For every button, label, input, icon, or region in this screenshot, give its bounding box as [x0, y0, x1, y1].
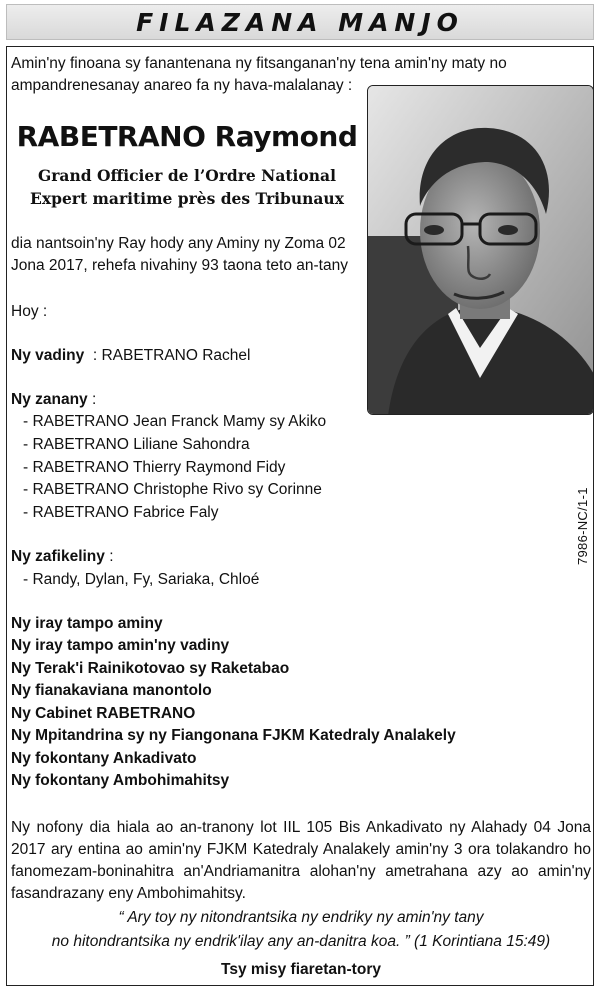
family-line: Ny fokontany Ambohimahitsy	[11, 772, 230, 789]
child-item: - RABETRANO Jean Franck Mamy sy Akiko	[23, 413, 327, 430]
header-banner	[6, 4, 594, 40]
closing-remark: Tsy misy fiaretan-tory	[221, 961, 381, 978]
children-colon: :	[87, 391, 97, 408]
grandchildren-label: Ny zafikeliny	[11, 548, 105, 565]
family-line: Ny fokontany Ankadivato	[11, 750, 197, 767]
portrait-photo	[367, 85, 594, 415]
child-item: - RABETRANO Fabrice Faly	[23, 504, 219, 521]
family-line: Ny iray tampo aminy	[11, 615, 163, 632]
grandchildren-heading	[11, 546, 114, 568]
reference-code: 7986-NC/1-1	[575, 487, 590, 565]
death-notice: dia nantsoin'ny Ray hody any Aminy ny Zoma 02 Jona 2017, rehefa nivahiny 93 taona teto an-tany	[11, 235, 348, 274]
notice-frame	[6, 46, 594, 986]
spouse-label: Ny vadiny	[11, 347, 85, 364]
honor-title: Grand Officier de l’Ordre National	[38, 166, 336, 185]
grandchild-item: - Randy, Dylan, Fy, Sariaka, Chloé	[23, 571, 260, 588]
family-line: Ny iray tampo amin'ny vadiny	[11, 637, 230, 654]
family-line: Ny fianakaviana manontolo	[11, 682, 212, 699]
funeral-details: Ny nofony dia hiala ao an-tranony lot IIL 105 Bis Ankadivato ny Alahady 04 Jona 2017 ary entina ao amin'ny FJKM Katedraly Analakely amin'ny 3 ora tolakandro ho fanomezam-boninahitra an'Andriamanitra alohan'ny ametrahana azy ao amin'ny fasandrazany eny Ambohimahitsy.	[11, 819, 591, 902]
deceased-name: RABETRANO Raymond	[16, 120, 358, 153]
bible-quote-line2: no hitondrantsika ny endrik'ilay any an-danitra koa. ” (1 Korintiana 15:49)	[51, 933, 551, 950]
child-item: - RABETRANO Thierry Raymond Fidy	[23, 459, 286, 476]
portrait-illustration	[368, 86, 594, 415]
banner-title: FILAZANA MANJO	[136, 7, 464, 37]
grandchildren-colon: :	[104, 548, 114, 565]
spouse-name: : RABETRANO Rachel	[92, 347, 251, 364]
children-heading	[11, 389, 96, 411]
spouse-line	[11, 345, 251, 367]
bible-quote-line1: “ Ary toy ny nitondrantsika ny endriky ny amin'ny tany	[118, 909, 484, 926]
hoy-label: Hoy :	[11, 303, 48, 320]
family-line: Ny Terak'i Rainikotovao sy Raketabao	[11, 660, 290, 677]
family-line: Ny Mpitandrina sy ny Fiangonana FJKM Katedraly Analakely	[11, 727, 456, 744]
profession-title: Expert maritime près des Tribunaux	[30, 189, 344, 208]
family-line: Ny Cabinet RABETRANO	[11, 705, 196, 722]
child-item: - RABETRANO Christophe Rivo sy Corinne	[23, 481, 322, 498]
children-label: Ny zanany	[11, 391, 88, 408]
intro-text: Amin'ny finoana sy fanantenana ny fitsanganan'ny tena amin'ny maty no ampandrenesanay anareo fa ny hava-malalanay :	[11, 55, 507, 94]
child-item: - RABETRANO Liliane Sahondra	[23, 436, 250, 453]
